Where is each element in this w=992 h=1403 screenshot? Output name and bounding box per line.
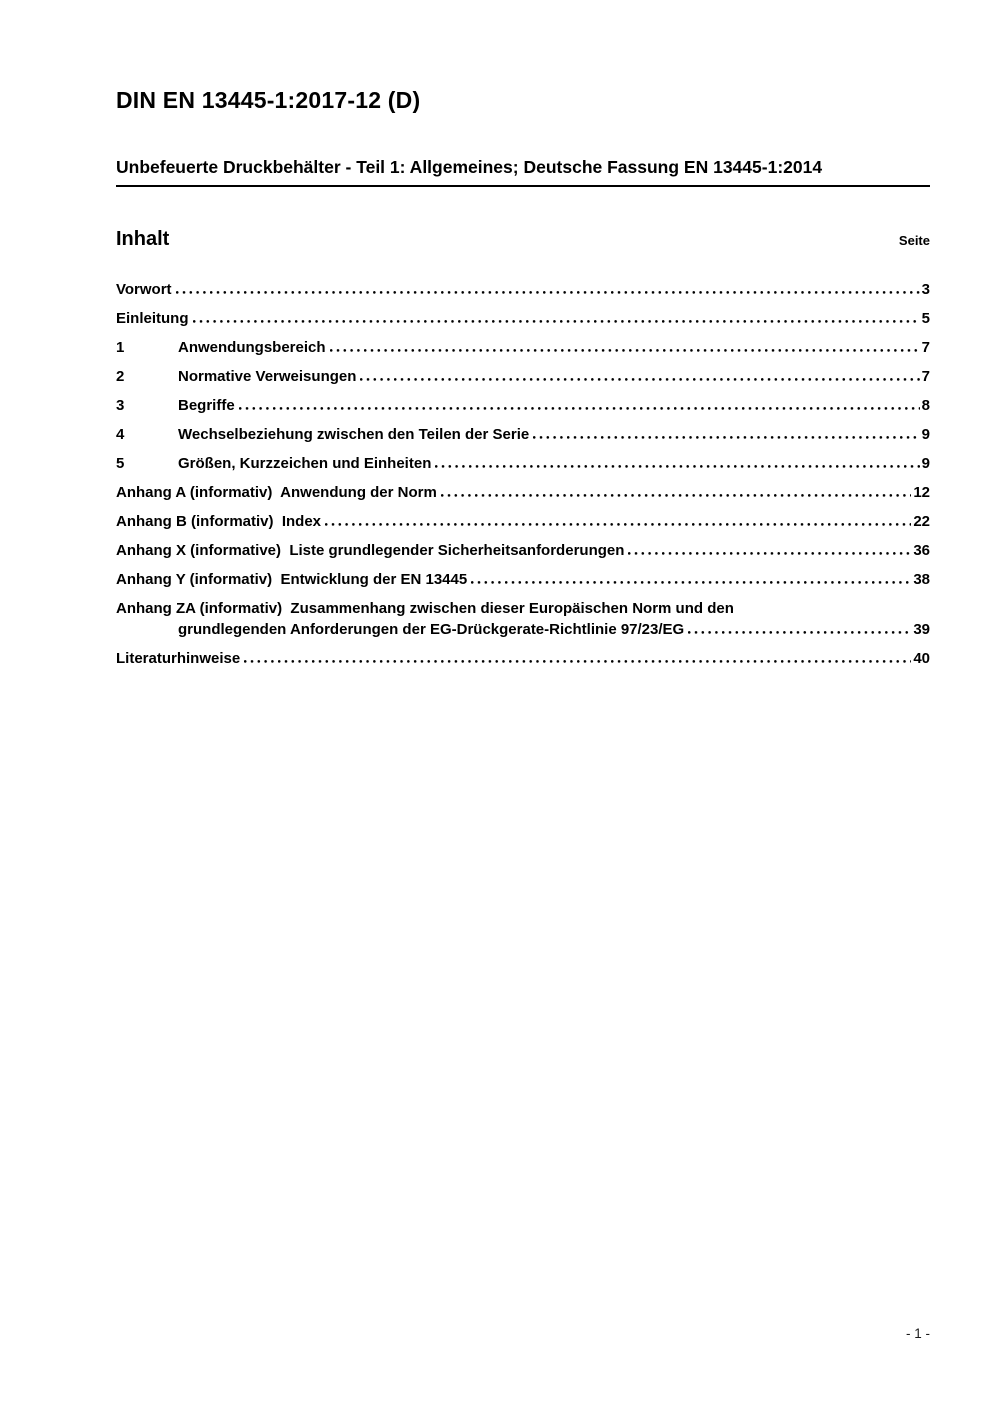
toc-entry-2 [116,369,930,385]
toc-entry-continuation-line [116,622,930,638]
toc-heading: Inhalt [116,228,170,250]
toc-entry-page: 9 [921,455,930,472]
toc-entry-page: 8 [921,397,930,414]
table-of-contents [116,282,930,667]
dot-leader [330,349,920,352]
document-title: DIN EN 13445-1:2017-12 (D) [116,87,421,113]
toc-entry-anhang-x [116,543,930,559]
toc-entry-label: Normative Verweisungen [178,368,357,385]
document-subtitle: Unbefeuerte Druckbehälter - Teil 1: Allgemeines; Deutsche Fassung EN 13445-1:2014 [116,156,930,187]
dot-leader [533,436,919,439]
toc-entry-number: 5 [116,455,125,472]
toc-entry-literaturhinweise [116,651,930,667]
toc-entry-page: 7 [921,339,930,356]
toc-entry-label: Größen, Kurzzeichen und Einheiten [178,455,432,472]
toc-entry-page: 38 [913,571,930,588]
toc-entry-anhang-y [116,572,930,588]
toc-entry-page: 36 [913,542,930,559]
toc-entry-page: 40 [913,650,930,667]
toc-entry-anhang-b [116,514,930,530]
toc-entry-label: Anhang A (informativ) Anwendung der Norm [116,484,437,501]
toc-entry-label: Anhang B (informativ) Index [116,513,322,530]
toc-entry-label: Literaturhinweise [116,650,241,667]
toc-entry-label: Wechselbeziehung zwischen den Teilen der Serie [178,426,530,443]
toc-entry-number: 3 [116,397,125,414]
dot-leader [244,660,911,663]
page-number-footer: - 1 - [905,1326,930,1341]
toc-entry-anhang-a [116,485,930,501]
toc-entry-page: 9 [921,426,930,443]
dot-leader [360,378,919,381]
toc-header-row [116,227,930,251]
toc-entry-label: Einleitung [116,310,189,327]
dot-leader [435,465,919,468]
toc-entry-number: 2 [116,368,125,385]
toc-entry-1 [116,340,930,356]
toc-entry-label: Anhang ZA (informativ) Zusammenhang zwischen dieser Europäischen Norm und den [116,600,734,617]
dot-leader [441,494,911,497]
toc-entry-einleitung [116,311,930,327]
toc-entry-label-continuation: grundlegenden Anforderungen der EG-Drückgerate-Richtlinie 97/23/EG [178,621,685,638]
toc-entry-page: 7 [921,368,930,385]
toc-entry-3 [116,398,930,414]
dot-leader [176,291,920,294]
toc-entry-page: 3 [921,281,930,298]
toc-entry-label: Anhang Y (informativ) Entwicklung der EN 13445 [116,571,468,588]
toc-entry-5 [116,456,930,472]
dot-leader [325,523,911,526]
toc-entry-page: 39 [913,621,930,638]
dot-leader [628,552,911,555]
toc-entry-page: 12 [913,484,930,501]
toc-entry-page: 22 [913,513,930,530]
toc-entry-number: 1 [116,339,125,356]
dot-leader [193,320,920,323]
toc-entry-anhang-za [116,601,930,638]
dot-leader [471,581,911,584]
toc-entry-label: Anhang X (informative) Liste grundlegender Sicherheitsanforderungen [116,542,625,559]
dot-leader [239,407,920,410]
toc-entry-number: 4 [116,426,125,443]
toc-entry-label: Anwendungsbereich [178,339,326,356]
dot-leader [688,631,911,634]
toc-page-column-label: Seite [898,233,930,248]
page-content [0,0,992,667]
toc-entry-label: Begriffe [178,397,235,414]
toc-entry-4 [116,427,930,443]
toc-entry-page: 5 [921,310,930,327]
toc-entry-vorwort [116,282,930,298]
toc-entry-label: Vorwort [116,281,172,298]
